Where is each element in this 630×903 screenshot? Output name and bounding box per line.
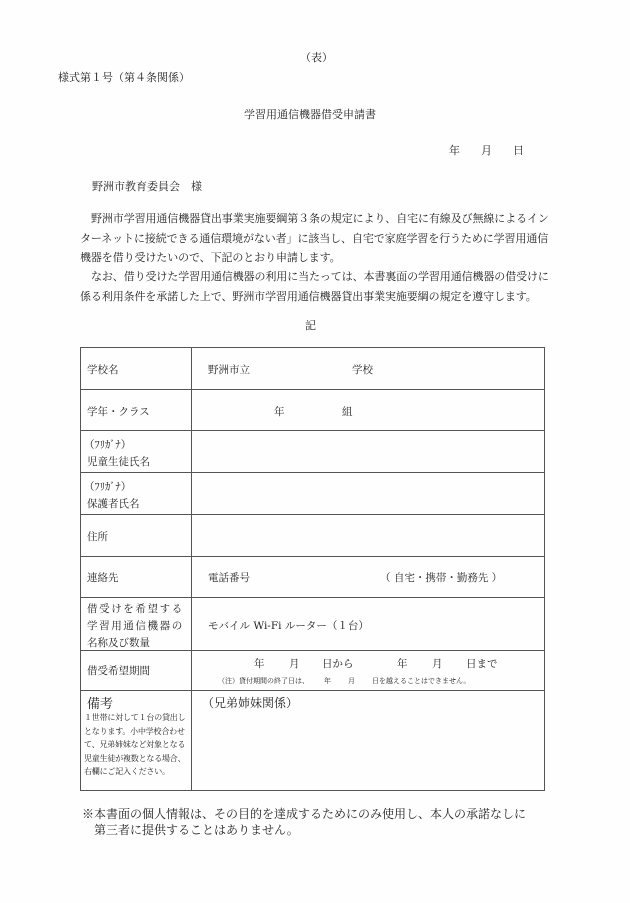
guardian-furigana-label: （ﾌﾘｶﾞﾅ） (84, 481, 132, 493)
application-table (80, 347, 545, 791)
remarks-label-cell (81, 691, 191, 791)
side-mark: （表） (300, 51, 333, 64)
school-prefix: 野洲市立 (208, 364, 250, 376)
grade-label: 学年・クラス (87, 406, 150, 418)
period-from-month: 月 (289, 658, 300, 670)
date-month: 月 (481, 144, 492, 157)
address-label: 住所 (87, 531, 108, 543)
remarks-note: １世帯に対して１台の貸出しとなります。小中学校合わせて、兄弟姉妹など対象となる児童生徒が複数となる場合、右欄にご記入ください。 (84, 713, 186, 776)
form-number: 様式第１号（第４条関係） (58, 71, 190, 84)
terms-paragraph: なお、借り受けた学習用通信機器の利用に当たっては、本書裏面の学習用通信機器の借受けに係る利用条件を承諾した上で、野洲市学習用通信機器貸出事業実施要綱の規定を遵守します。 (80, 270, 549, 303)
guardian-name-label: 保護者氏名 (87, 498, 140, 510)
period-from-year: 年 (254, 658, 265, 670)
phone-label: 電話番号 (208, 572, 250, 584)
grade-field[interactable] (192, 390, 544, 430)
period-to-year: 年 (397, 658, 408, 670)
device-label-line-2: 学習用通信機器の (87, 620, 184, 632)
school-label: 学校名 (87, 364, 119, 376)
student-furigana-label: （ﾌﾘｶﾞﾅ） (84, 439, 132, 451)
privacy-notice-line-1: ※本書面の個人情報は、その目的を達成するためにのみ使用し、本人の承諾なしに (82, 807, 527, 821)
grade-class: 組 (342, 406, 353, 418)
device-label-line-3: 名称及び数量 (87, 637, 150, 649)
school-field[interactable] (192, 348, 544, 389)
period-note-month: 月 (348, 677, 355, 685)
period-note-year: 年 (324, 677, 331, 685)
guardian-name-field[interactable] (192, 473, 544, 514)
row-divider (81, 597, 544, 598)
application-paragraph: 野洲市学習用通信機器貸出事業実施要綱第３条の規定により、自宅に有線及び無線によるインターネットに接続できる通信環境がない者」に該当し、自宅で家庭学習を行うために学習用通信機器を借り受けたいので、下記のとおり申請します。 (80, 212, 549, 264)
date-year: 年 (449, 144, 460, 157)
period-to-day: 日まで (466, 658, 498, 670)
addressee: 野洲市教育委員会 様 (92, 180, 202, 193)
remarks-field[interactable] (192, 691, 544, 790)
device-label-line-1: 借受けを希望する (87, 603, 184, 615)
period-note-prefix: （注）貸付期間の終了日は、 (218, 677, 309, 685)
remarks-label: 備考 (87, 697, 114, 712)
contact-label: 連絡先 (87, 572, 119, 584)
address-field[interactable] (192, 515, 544, 556)
date-day: 日 (513, 144, 524, 157)
period-field[interactable] (192, 651, 544, 690)
student-name-field[interactable] (192, 431, 544, 472)
ki-heading: 記 (305, 319, 316, 332)
privacy-notice-line-2: 第三者に提供することはありません。 (94, 823, 299, 837)
contact-field[interactable] (192, 557, 544, 597)
device-value: モバイル Wi-Fi ルーター（１台） (208, 620, 369, 632)
period-from-day: 日から (322, 658, 354, 670)
school-suffix: 学校 (352, 364, 373, 376)
period-label: 借受希望期間 (87, 665, 150, 677)
remarks-value: （兄弟姉妹関係） (202, 696, 299, 710)
phone-type-options: （ 自宅・携帯・勤務先 ） (380, 572, 503, 584)
document-title: 学習用通信機器借受申請書 (244, 108, 376, 121)
grade-year: 年 (274, 406, 285, 418)
student-name-label: 児童生徒氏名 (87, 456, 150, 468)
period-to-month: 月 (432, 658, 443, 670)
period-note-suffix: 日を越えることはできません。 (372, 677, 471, 685)
